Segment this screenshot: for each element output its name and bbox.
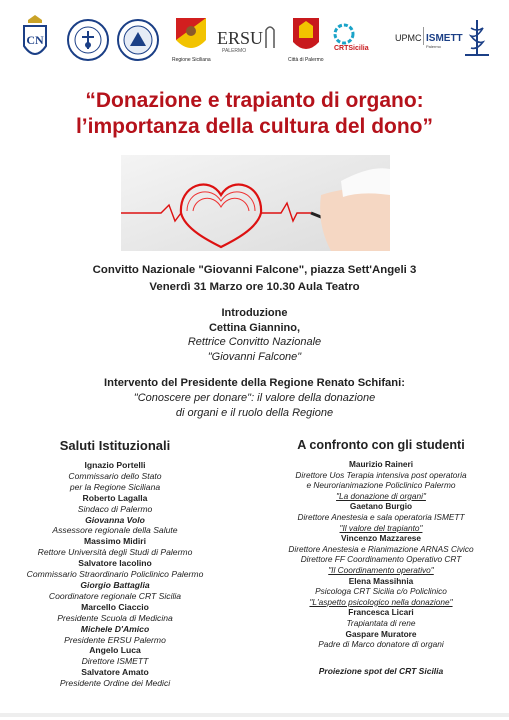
universita-palermo-seal	[116, 18, 160, 62]
svg-text:Palermo: Palermo	[426, 44, 441, 49]
svg-text:CRTSicilia: CRTSicilia	[334, 45, 369, 52]
bottom-divider	[0, 713, 509, 717]
intro-speaker-name: Cettina Giannino,	[208, 321, 301, 334]
talk-title: "Il valore del trapianto"	[339, 522, 423, 533]
speaker-entry	[20, 602, 210, 624]
speaker-name: Marcello Ciaccio	[81, 601, 149, 612]
regione-siciliana-logo	[172, 16, 211, 63]
logo-label: Regione Siciliana	[172, 57, 211, 63]
title-line-2: l’importanza della cultura del dono”	[75, 115, 434, 138]
hero-heart-ecg-image	[121, 155, 390, 251]
closing-note: Proiezione spot del CRT Sicilia	[318, 665, 444, 676]
speaker-name: Giovanna Volo	[85, 514, 145, 525]
svg-text:ERSU: ERSU	[217, 28, 264, 48]
speaker-name: Roberto Lagalla	[82, 492, 148, 503]
speaker-role: Padre di Marco donatore di organi	[318, 639, 444, 650]
speaker-entry	[20, 558, 210, 580]
speaker-role: Trapiantata di rene	[346, 617, 416, 628]
president-intervention	[0, 376, 509, 421]
convitto-nazionale-crest	[20, 14, 50, 64]
speaker-entry	[268, 629, 494, 650]
speaker-entry	[20, 493, 210, 515]
speaker-role: Commissario dello Stato	[68, 470, 162, 481]
speaker-role: Commissario Straordinario Policlinico Palermo	[26, 569, 204, 580]
talk-title: "Il Coordinamento operativo"	[328, 564, 434, 575]
saluti-list	[20, 460, 210, 689]
speaker-name: Salvatore Iacolino	[78, 558, 152, 569]
svg-text:ISMETT: ISMETT	[426, 33, 463, 44]
speaker-entry	[20, 624, 210, 646]
intro-speaker-role: Rettrice Convitto Nazionale	[187, 336, 322, 348]
speaker-role: Rettore Università degli Studi di Palermo	[37, 547, 193, 558]
policlinico-giaccone-seal	[66, 18, 110, 62]
speaker-role: Presidente ERSU Palermo	[64, 634, 166, 645]
speaker-role: Presidente Scuola di Medicina	[57, 612, 173, 623]
speaker-name: Giorgio Battaglia	[80, 579, 150, 590]
speaker-name: Salvatore Amato	[81, 667, 149, 678]
speaker-role: Assessore regionale della Salute	[52, 525, 178, 536]
event-venue	[0, 262, 509, 296]
logo-label: Città di Palermo	[288, 57, 324, 63]
speaker-role: Psicologa CRT Sicilia c/o Policlinico	[315, 586, 447, 597]
speaker-role: Direttore ISMETT	[81, 656, 149, 667]
speaker-name: Vincenzo Mazzarese	[340, 533, 422, 544]
talk-title: "La donazione di organi"	[336, 490, 426, 501]
title-line-1: “Donazione e trapianto di organo:	[85, 89, 424, 112]
speaker-entry	[20, 580, 210, 602]
confronto-heading: A confronto con gli studenti	[297, 438, 465, 452]
speaker-role: e Neurorianimazione Policlinico Palermo	[306, 480, 456, 491]
speaker-name: Massimo Midiri	[83, 536, 147, 547]
ordine-medici-logo	[459, 18, 495, 58]
intro-speaker-institution: "Giovanni Falcone"	[207, 350, 302, 363]
speaker-role: Direttore Anestesia e Rianimazione ARNAS Civico	[288, 543, 474, 554]
speaker-name: Gaspare Muratore	[345, 628, 417, 639]
speaker-name: Ignazio Portelli	[84, 460, 146, 470]
speaker-name: Gaetano Burgio	[349, 501, 413, 512]
speaker-entry	[268, 533, 494, 575]
svg-text:UPMC: UPMC	[395, 33, 422, 43]
speaker-role: Presidente Ordine dei Medici	[59, 678, 171, 689]
intervention-topic-line-2: di organi e il ruolo della Regione	[175, 407, 334, 419]
speaker-role: Direttore FF Coordinamento Operativo CRT	[300, 554, 462, 565]
citta-di-palermo-logo	[288, 16, 324, 63]
speaker-entry	[268, 459, 494, 501]
speaker-entry	[268, 501, 494, 533]
talk-title: "L'aspetto psicologico nella donazione"	[309, 596, 453, 607]
confronto-studenti-column	[268, 438, 494, 676]
speaker-name: Elena Massihnia	[348, 575, 414, 586]
speaker-role: Sindaco di Palermo	[77, 503, 153, 514]
speaker-entry	[20, 536, 210, 558]
speaker-name: Francesca Licari	[348, 607, 414, 618]
speaker-entry	[20, 515, 210, 537]
introduction-section	[0, 306, 509, 364]
speaker-name: Angelo Luca	[89, 645, 141, 656]
saluti-heading: Saluti Istituzionali	[59, 438, 171, 453]
logo-strip	[12, 14, 497, 74]
speaker-role: Direttore Anestesia e sala operatoria ISMETT	[297, 511, 465, 522]
intervention-heading: Intervento del Presidente della Regione Renato Schifani:	[104, 377, 405, 389]
intro-heading: Introduzione	[221, 307, 288, 319]
speaker-entry	[20, 645, 210, 667]
intervention-topic-line-1: "Conoscere per donare": il valore della donazione	[133, 392, 376, 404]
speaker-role: Coordinatore regionale CRT Sicilia	[48, 590, 182, 601]
svg-text:PALERMO: PALERMO	[222, 48, 247, 54]
speaker-entry	[20, 460, 210, 493]
crt-sicilia-logo	[332, 22, 384, 52]
ismett-logo	[395, 24, 463, 50]
confronto-list	[268, 459, 494, 650]
speaker-role: Direttore Uos Terapia intensiva post operatoria	[295, 469, 467, 480]
speaker-name: Maurizio Raineri	[348, 459, 414, 469]
speaker-role: per la Regione Siciliana	[69, 481, 161, 492]
page-title	[0, 88, 509, 140]
venue-location: Convitto Nazionale "Giovanni Falcone", piazza Sett'Angeli 3	[92, 264, 417, 276]
ersu-palermo-logo	[216, 22, 276, 54]
speaker-entry	[268, 607, 494, 628]
venue-datetime: Venerdì 31 Marzo ore 10.30 Aula Teatro	[149, 281, 360, 293]
speaker-entry	[268, 576, 494, 608]
saluti-istituzionali-column	[20, 438, 210, 689]
speaker-name: Michele D'Amico	[80, 623, 150, 634]
speaker-entry	[20, 667, 210, 689]
svg-text:CN: CN	[26, 33, 44, 47]
